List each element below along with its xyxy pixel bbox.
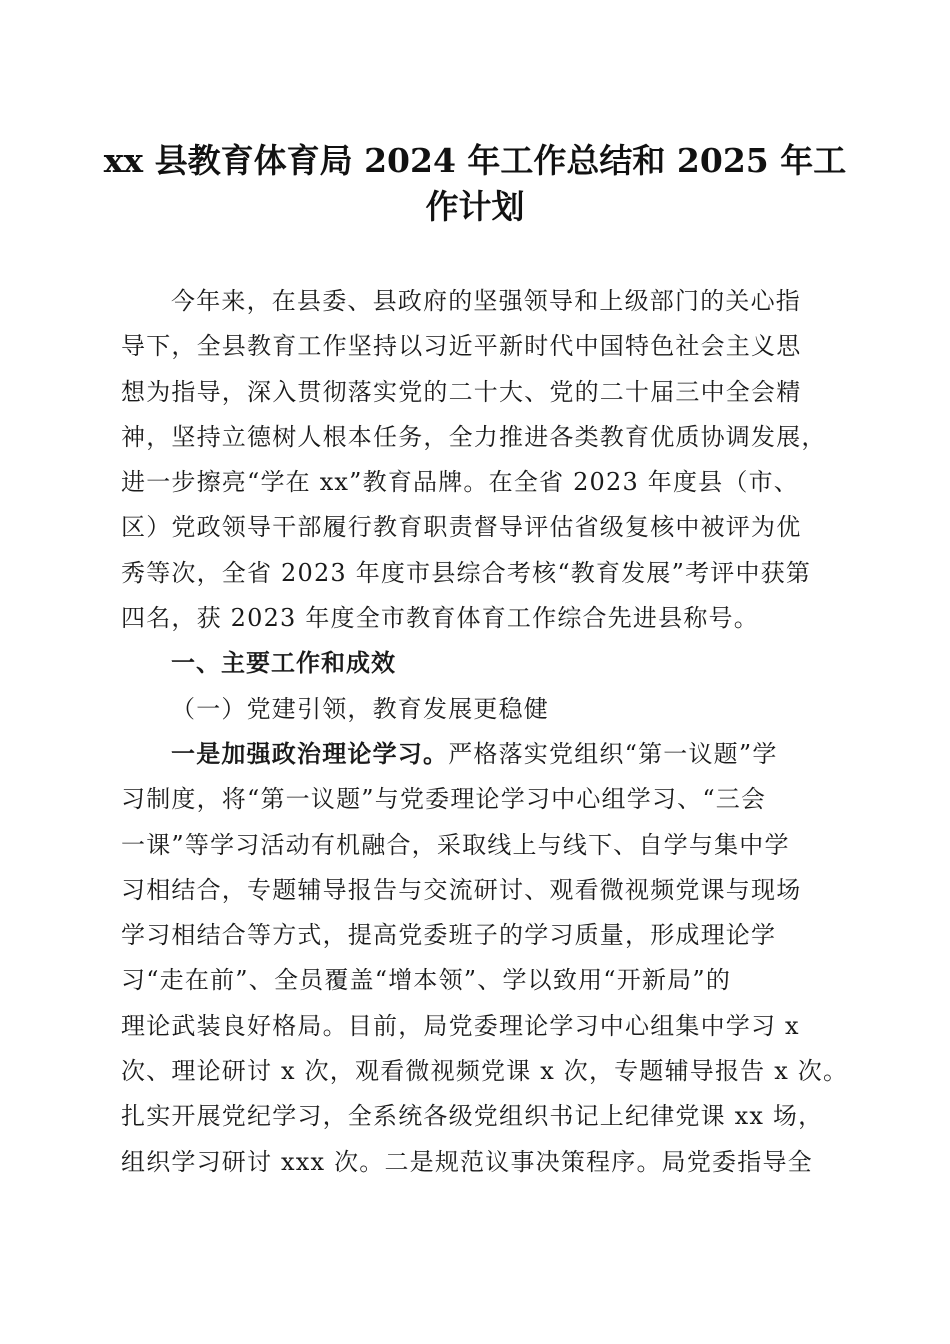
paragraph-2-line-1 bbox=[121, 732, 833, 777]
paragraph-2-line-3: 一课”等学习活动有机融合，采取线上与线下、自学与集中学 bbox=[121, 830, 790, 859]
paragraph-2-line-7: 理论武装良好格局。目前，局党委理论学习中心组集中学习 x bbox=[121, 1011, 800, 1040]
subsection-heading-1: （一）党建引领，教育发展更稳健 bbox=[171, 694, 549, 723]
title-line-1: xx 县教育体育局 2024 年工作总结和 2025 年工 bbox=[103, 141, 847, 180]
paragraph-2-lead: 一是加强政治理论学习。 bbox=[171, 739, 449, 768]
paragraph-2-line-6: 习“走在前”、全员覆盖“增本领”、学以致用“开新局”的 bbox=[121, 966, 732, 995]
intro-line-4: 神，坚持立德树人根本任务，全力推进各类教育优质协调发展， bbox=[121, 422, 827, 451]
intro-line-7: 秀等次，全省 2023 年度市县综合考核“教育发展”考评中获第 bbox=[121, 558, 812, 587]
paragraph-2-line-9: 扎实开展党纪学习，全系统各级党组织书记上纪律党课 xx 场， bbox=[121, 1102, 824, 1131]
paragraph-2-line-4: 习相结合，专题辅导报告与交流研讨、观看微视频党课与现场 bbox=[121, 875, 802, 904]
paragraph-2-line-2: 习制度，将“第一议题”与党委理论学习中心组学习、“三会 bbox=[121, 785, 767, 814]
paragraph-2-line-10: 组织学习研讨 xxx 次。二是规范议事决策程序。局党委指导全 bbox=[121, 1147, 813, 1176]
document-body bbox=[121, 279, 849, 1185]
intro-line-6: 区）党政领导干部履行教育职责督导评估省级复核中被评为优 bbox=[121, 513, 802, 542]
intro-line-3: 想为指导，深入贯彻落实党的二十大、党的二十届三中全会精 bbox=[121, 377, 802, 406]
paragraph-2-line-5: 学习相结合等方式，提高党委班子的学习质量，形成理论学 bbox=[121, 921, 777, 950]
intro-line-8: 四名，获 2023 年度全市教育体育工作综合先进县称号。 bbox=[121, 604, 759, 633]
intro-line-1: 今年来，在县委、县政府的坚强领导和上级部门的关心指 bbox=[171, 287, 801, 315]
paragraph-2-first-line-rest: 严格落实党组织“第一议题”学 bbox=[448, 739, 778, 768]
paragraph-2-line-8: 次、理论研讨 x 次，观看微视频党课 x 次，专题辅导报告 x 次。 bbox=[121, 1057, 849, 1086]
intro-line-2: 导下，全县教育工作坚持以习近平新时代中国特色社会主义思 bbox=[121, 332, 802, 361]
section-heading-1: 一、主要工作和成效 bbox=[171, 649, 396, 678]
title-line-2: 作计划 bbox=[425, 187, 525, 226]
document-title bbox=[100, 138, 850, 230]
intro-line-5: 进一步擦亮“学在 xx”教育品牌。在全省 2023 年度县（市、 bbox=[121, 468, 799, 497]
